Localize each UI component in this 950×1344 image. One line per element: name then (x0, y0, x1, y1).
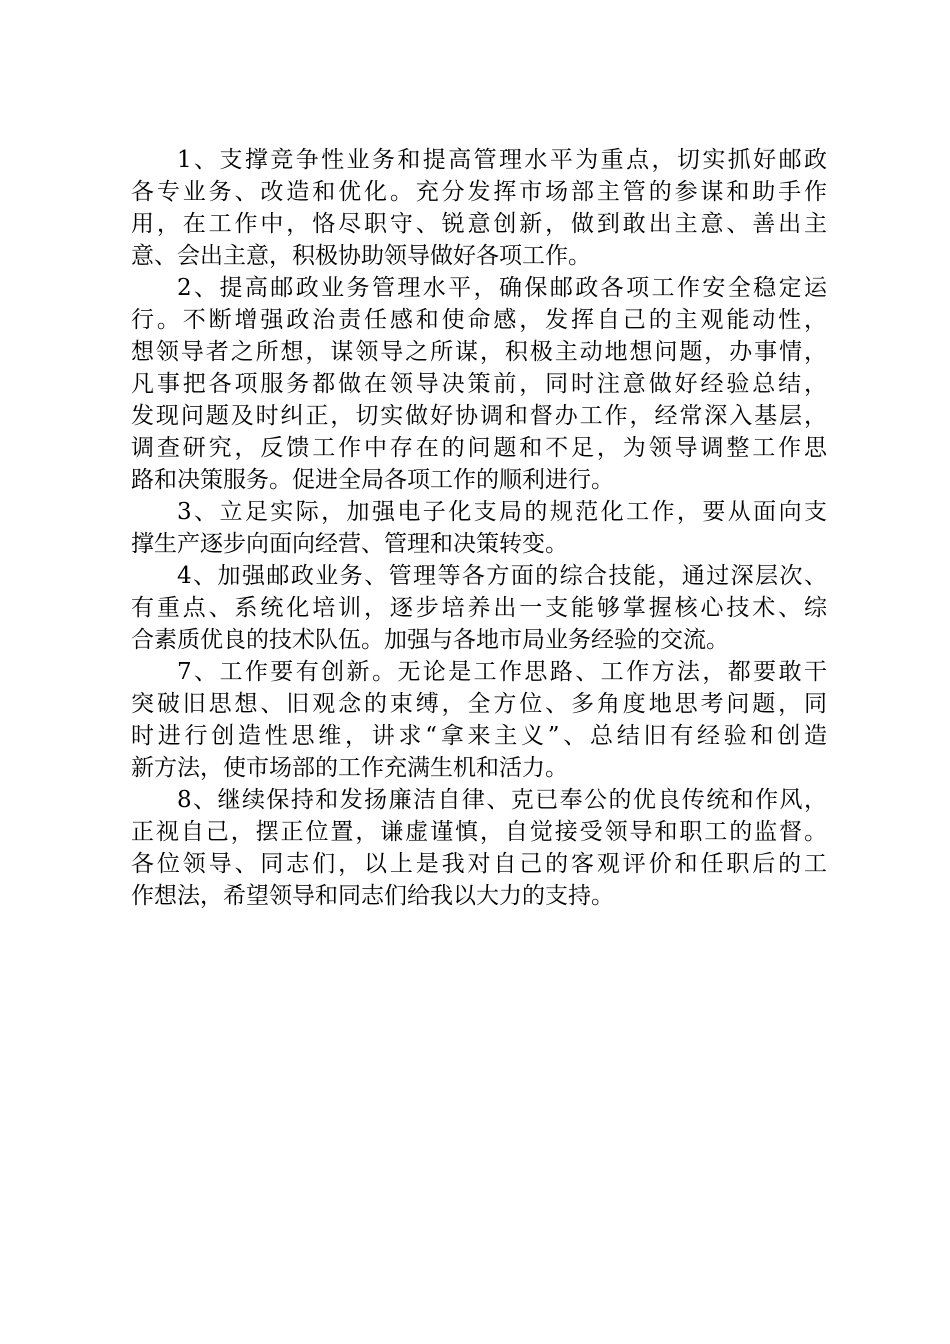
paragraph-line: 8、继续保持和发扬廉洁自律、克已奉公的优良传统和作风， (177, 787, 827, 813)
paragraph-line: 发现问题及时纠正，切实做好协调和督办工作，经常深入基层， (131, 403, 827, 429)
paragraph-6 (131, 784, 827, 912)
paragraph-line: 调查研究，反馈工作中存在的问题和不足，为领导调整工作思 (131, 435, 827, 461)
paragraph-line: 时进行创造性思维，讲求“拿来主义”、总结旧有经验和创造 (131, 723, 827, 749)
paragraph-line: 有重点、系统化培训，逐步培养出一支能够掌握核心技术、综 (131, 595, 827, 621)
paragraph-line: 1、支撑竞争性业务和提高管理水平为重点，切实抓好邮政 (177, 147, 827, 173)
paragraph-line: 各位领导、同志们，以上是我对自己的客观评价和任职后的工 (131, 851, 827, 877)
paragraph-line: 想领导者之所想，谋领导之所谋，积极主动地想问题，办事情， (131, 339, 827, 365)
paragraph-line: 2、提高邮政业务管理水平，确保邮政各项工作安全稳定运 (177, 275, 827, 301)
paragraph-line: 作想法，希望领导和同志们给我以大力的支持。 (131, 883, 614, 909)
paragraph-5 (131, 656, 827, 784)
paragraph-line: 凡事把各项服务都做在领导决策前，同时注意做好经验总结， (131, 371, 827, 397)
paragraph-line: 合素质优良的技术队伍。加强与各地市局业务经验的交流。 (131, 627, 729, 653)
paragraph-2 (131, 272, 827, 496)
paragraph-line: 3、立足实际，加强电子化支局的规范化工作，要从面向支 (177, 499, 827, 525)
paragraph-line: 路和决策服务。促进全局各项工作的顺利进行。 (131, 467, 614, 493)
paragraph-3 (131, 496, 827, 560)
paragraph-4 (131, 560, 827, 656)
paragraph-line: 正视自己，摆正位置，谦虚谨慎，自觉接受领导和职工的监督。 (131, 819, 827, 845)
paragraph-line: 突破旧思想、旧观念的束缚，全方位、多角度地思考问题，同 (131, 691, 827, 717)
paragraph-line: 4、加强邮政业务、管理等各方面的综合技能，通过深层次、 (177, 563, 827, 589)
document-body (131, 144, 827, 912)
paragraph-line: 新方法，使市场部的工作充满生机和活力。 (131, 755, 568, 781)
paragraph-line: 行。不断增强政治责任感和使命感，发挥自己的主观能动性， (131, 307, 827, 333)
paragraph-line: 意、会出主意，积极协助领导做好各项工作。 (131, 243, 591, 269)
paragraph-line: 7、工作要有创新。无论是工作思路、工作方法，都要敢干 (177, 659, 827, 685)
paragraph-line: 撑生产逐步向面向经营、管理和决策转变。 (131, 531, 568, 557)
paragraph-line: 用，在工作中，恪尽职守、锐意创新，做到敢出主意、善出主 (131, 211, 827, 237)
paragraph-1 (131, 144, 827, 272)
paragraph-line: 各专业务、改造和优化。充分发挥市场部主管的参谋和助手作 (131, 179, 827, 205)
